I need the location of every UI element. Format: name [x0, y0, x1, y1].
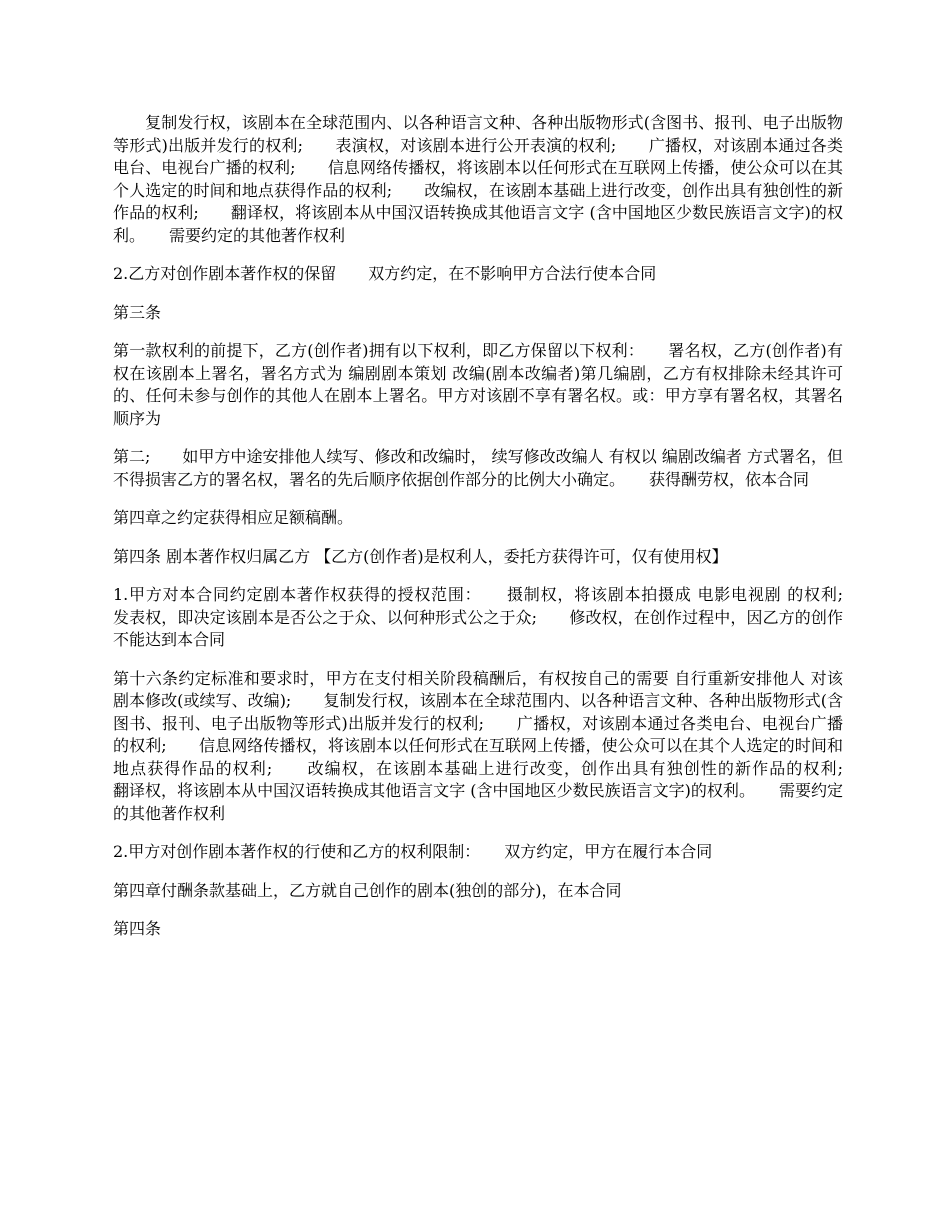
paragraph-party-b-reservation: 2.乙方对创作剧本著作权的保留 双方约定，在不影响甲方合法行使本合同 — [113, 264, 657, 283]
paragraph-authorization-scope: 1.甲方对本合同约定剧本著作权获得的授权范围： 摄制权，将该剧本拍摄成 电影电视剧 的权利; 发表权，即决定该剧本是否公之于众、以何种形式公之于众; 修改权，在创作过程中，因乙方的创作不能达到本合同 — [113, 585, 876, 649]
paragraph-article-3: 第三条 — [113, 302, 162, 322]
paragraph-restrictions: 2.甲方对创作剧本著作权的行使和乙方的权利限制： 双方约定，甲方在履行本合同 — [113, 842, 713, 861]
paragraph-clause-1-signature: 第一款权利的前提下，乙方(创作者)拥有以下权利，即乙方保留以下权利： 署名权，乙方(创作者)有权在该剧本上署名，署名方式为 编剧剧本策划 改编(剧本改编者)第几编剧，乙方有权排除未经其许可的、任何未参与创作的其他人在剧本上署名。甲方对该剧不享有署名权。或：甲方享有署名权，其署名顺序为 — [113, 341, 843, 428]
paragraph-article-4-ownership: 第四条 剧本著作权归属乙方 【乙方(创作者)是权利人，委托方获得许可，仅有使用权】 — [113, 546, 728, 566]
paragraph-article-4-final: 第四条 — [113, 919, 162, 938]
paragraph-article-16-rights: 第十六条约定标准和要求时，甲方在支付相关阶段稿酬后，有权按自己的需要 自行重新安排他人 对该剧本修改(或续写、改编); 复制发行权，该剧本在全球范围内、以各种语言文种、各种出版物形式(含图书、报刊、电子出版物等形式)出版并发行的权利; 广播权，对该剧本通过各类电台、电视台广播的权利; 信息网络传播权，将该剧本以任何形式在互联网上传播，使公众可以在其个人选定的时间和地点获得作品的权利; 改编权，在该剧本基础上进行改变，创作出具有独创性的新作品的权利; 翻译权，将该剧本从中国汉语转换成其他语言文字 (含中国地区少数民族语言文字)的权利。 需要约定的其他著作权利 — [113, 668, 876, 823]
paragraph-rights-list-1: 复制发行权，该剧本在全球范围内、以各种语言文种、各种出版物形式(含图书、报刊、电子出版物等形式)出版并发行的权利; 表演权，对该剧本进行公开表演的权利; 广播权，对该剧本通过各类电台、电视台广播的权利; 信息网络传播权，将该剧本以任何形式在互联网上传播，使公众可以在其个人选定的时间和地点获得作品的权利; 改编权，在该剧本基础上进行改变，创作出具有独创性的新作品的权利; 翻译权，将该剧本从中国汉语转换成其他语言文字 (含中国地区少数民族语言文字)的权利。 需要约定的其他著作权利 — [113, 113, 843, 245]
paragraph-chapter-4-payment: 第四章付酬条款基础上，乙方就自己创作的剧本(独创的部分)，在本合同 — [113, 880, 622, 900]
document-page — [113, 112, 876, 957]
paragraph-clause-2-rewrite: 第二; 如甲方中途安排他人续写、修改和改编时， 续写修改改编人 有权以 编剧改编者 方式署名，但不得损害乙方的署名权，署名的先后顺序依据创作部分的比例大小确定。 获得酬劳权，依本合同 — [113, 447, 843, 489]
paragraph-chapter-4-fee: 第四章之约定获得相应足额稿酬。 — [113, 508, 354, 527]
